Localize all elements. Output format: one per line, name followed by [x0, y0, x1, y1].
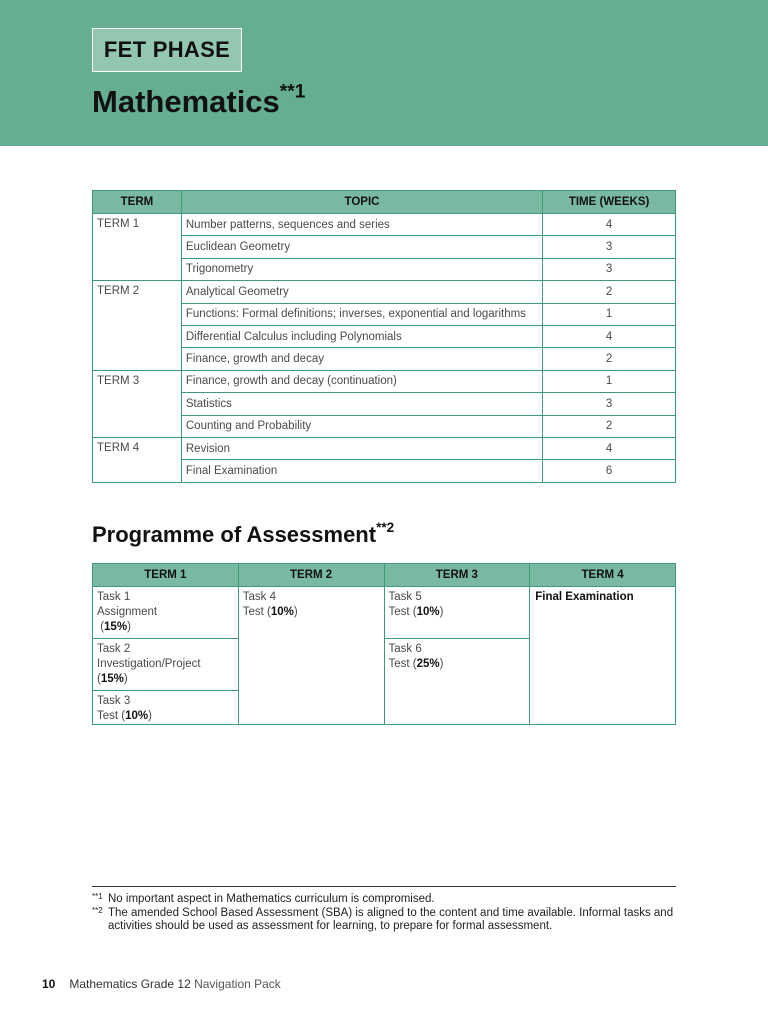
task-weight-close: ): [148, 710, 152, 722]
section-title-text: Programme of Assessment: [92, 522, 377, 547]
topic-cell: Number patterns, sequences and series: [181, 214, 542, 236]
table-row: [93, 437, 676, 459]
task-weight-close: ): [127, 621, 131, 633]
assessment-header-term-3: TERM 3: [385, 564, 531, 586]
task-weight: 25%: [416, 658, 440, 670]
footnote: [92, 893, 692, 907]
task-weight: 15%: [104, 621, 128, 633]
task-weight-line: [243, 605, 380, 620]
weeks-cell: 2: [543, 348, 676, 370]
assessment-col-term-4: [530, 587, 675, 725]
page-footer: [42, 977, 281, 991]
weeks-cell: 2: [543, 281, 676, 303]
topic-cell: Trigonometry: [181, 258, 542, 280]
task-cell: [93, 691, 238, 727]
topic-cell: Analytical Geometry: [181, 281, 542, 303]
weeks-cell: 1: [543, 303, 676, 325]
task-weight-line: [97, 620, 234, 635]
column-header-term: TERM: [93, 191, 182, 214]
topic-cell: Final Examination: [181, 460, 542, 482]
task-weight-close: ): [439, 606, 444, 618]
assessment-header-term-4: TERM 4: [581, 569, 624, 581]
weeks-cell: 4: [543, 437, 676, 459]
footnote: [92, 907, 692, 934]
footnote-text: No important aspect in Mathematics curriculum is compromised.: [108, 893, 435, 905]
weeks-cell: 2: [543, 415, 676, 437]
task-weight: 15%: [100, 673, 124, 685]
task-weight-open: (: [97, 673, 101, 685]
weeks-cell: 1: [543, 370, 676, 392]
weeks-cell: 3: [543, 236, 676, 258]
page-title-text: Mathematics: [92, 84, 280, 119]
task-type: Test (: [388, 606, 417, 618]
assessment-col-term-1: [93, 587, 239, 725]
topics-header-row: [93, 191, 676, 214]
task-name: Task 6: [388, 643, 422, 655]
task-cell: [239, 587, 384, 623]
topic-cell: Euclidean Geometry: [181, 236, 542, 258]
task-weight-line: [97, 709, 234, 724]
footnote-text: The amended School Based Assessment (SBA) is aligned to the content and time available. Informal tasks and activities should be used as assessment for learning, to prepare for formal assessment.: [108, 906, 674, 932]
task-weight-line: [97, 672, 234, 687]
assessment-header-term-2: TERM 2: [239, 564, 385, 586]
topic-cell: Statistics: [181, 393, 542, 415]
weeks-cell: 4: [543, 325, 676, 347]
task-type: Investigation/Project: [97, 658, 201, 670]
term-cell: TERM 3: [93, 370, 182, 437]
footnote-mark: **2: [92, 905, 103, 915]
task-weight: 10%: [416, 606, 440, 618]
term-cell: TERM 4: [93, 437, 182, 482]
task-name: Task 2: [97, 643, 131, 655]
topic-cell: Differential Calculus including Polynomials: [181, 325, 542, 347]
task-cell: [93, 587, 238, 639]
task-name: Task 1: [97, 591, 131, 603]
footnote-divider: [92, 886, 676, 887]
task-cell: [385, 639, 530, 675]
task-weight: 10%: [270, 606, 294, 618]
task-type: Test (: [97, 710, 126, 722]
topic-cell: Counting and Probability: [181, 415, 542, 437]
phase-label: FET PHASE: [92, 28, 242, 72]
section-footnote-mark: **2: [376, 519, 395, 535]
topic-cell: Finance, growth and decay (continuation): [181, 370, 542, 392]
column-header-weeks: TIME (WEEKS): [543, 191, 676, 214]
weeks-cell: 3: [543, 258, 676, 280]
term-cell: TERM 1: [93, 214, 182, 281]
page-title: [92, 81, 306, 120]
assessment-header-row: [93, 564, 675, 587]
document-title: Mathematics Grade 12: [69, 977, 191, 991]
task-weight-close: ): [123, 673, 128, 685]
final-examination-cell: Final Examination: [535, 591, 634, 603]
column-header-topic: TOPIC: [181, 191, 542, 214]
task-name: Task 5: [388, 591, 422, 603]
weeks-cell: 4: [543, 214, 676, 236]
task-weight-line: [389, 657, 526, 672]
page-header-band: [0, 0, 768, 146]
task-name: Task 4: [242, 591, 276, 603]
weeks-cell: 6: [543, 460, 676, 482]
document-subtitle: Navigation Pack: [194, 977, 281, 991]
weeks-cell: 3: [543, 393, 676, 415]
term-cell: TERM 2: [93, 281, 182, 371]
assessment-col-term-2: [239, 587, 385, 725]
task-type: Test (: [242, 606, 271, 618]
page-number: 10: [42, 977, 56, 991]
footnotes: [92, 893, 692, 934]
topic-cell: Revision: [181, 437, 542, 459]
topic-cell: Finance, growth and decay: [181, 348, 542, 370]
assessment-col-term-3: [385, 587, 531, 725]
task-cell: [385, 587, 530, 639]
table-row: [93, 214, 676, 236]
title-footnote-mark: **1: [279, 81, 306, 103]
task-type: Test (: [388, 658, 417, 670]
task-type: Assignment: [97, 606, 158, 618]
task-cell: [93, 639, 238, 691]
task-weight: 10%: [125, 710, 149, 722]
task-weight-line: [389, 605, 526, 620]
topics-table: [92, 190, 676, 483]
assessment-table: [92, 563, 676, 725]
table-row: [93, 370, 676, 392]
assessment-body: [93, 587, 675, 725]
topic-cell: Functions: Formal definitions; inverses, exponential and logarithms: [181, 303, 542, 325]
footnote-mark: **1: [92, 892, 103, 901]
topics-table-body: [93, 214, 676, 483]
task-weight-close: ): [439, 658, 444, 670]
table-row: [93, 281, 676, 303]
task-name: Task 3: [97, 695, 131, 707]
task-weight-open: (: [97, 621, 105, 633]
assessment-header-term-1: TERM 1: [93, 564, 239, 586]
section-title: [92, 519, 395, 548]
task-weight-close: ): [293, 606, 298, 618]
